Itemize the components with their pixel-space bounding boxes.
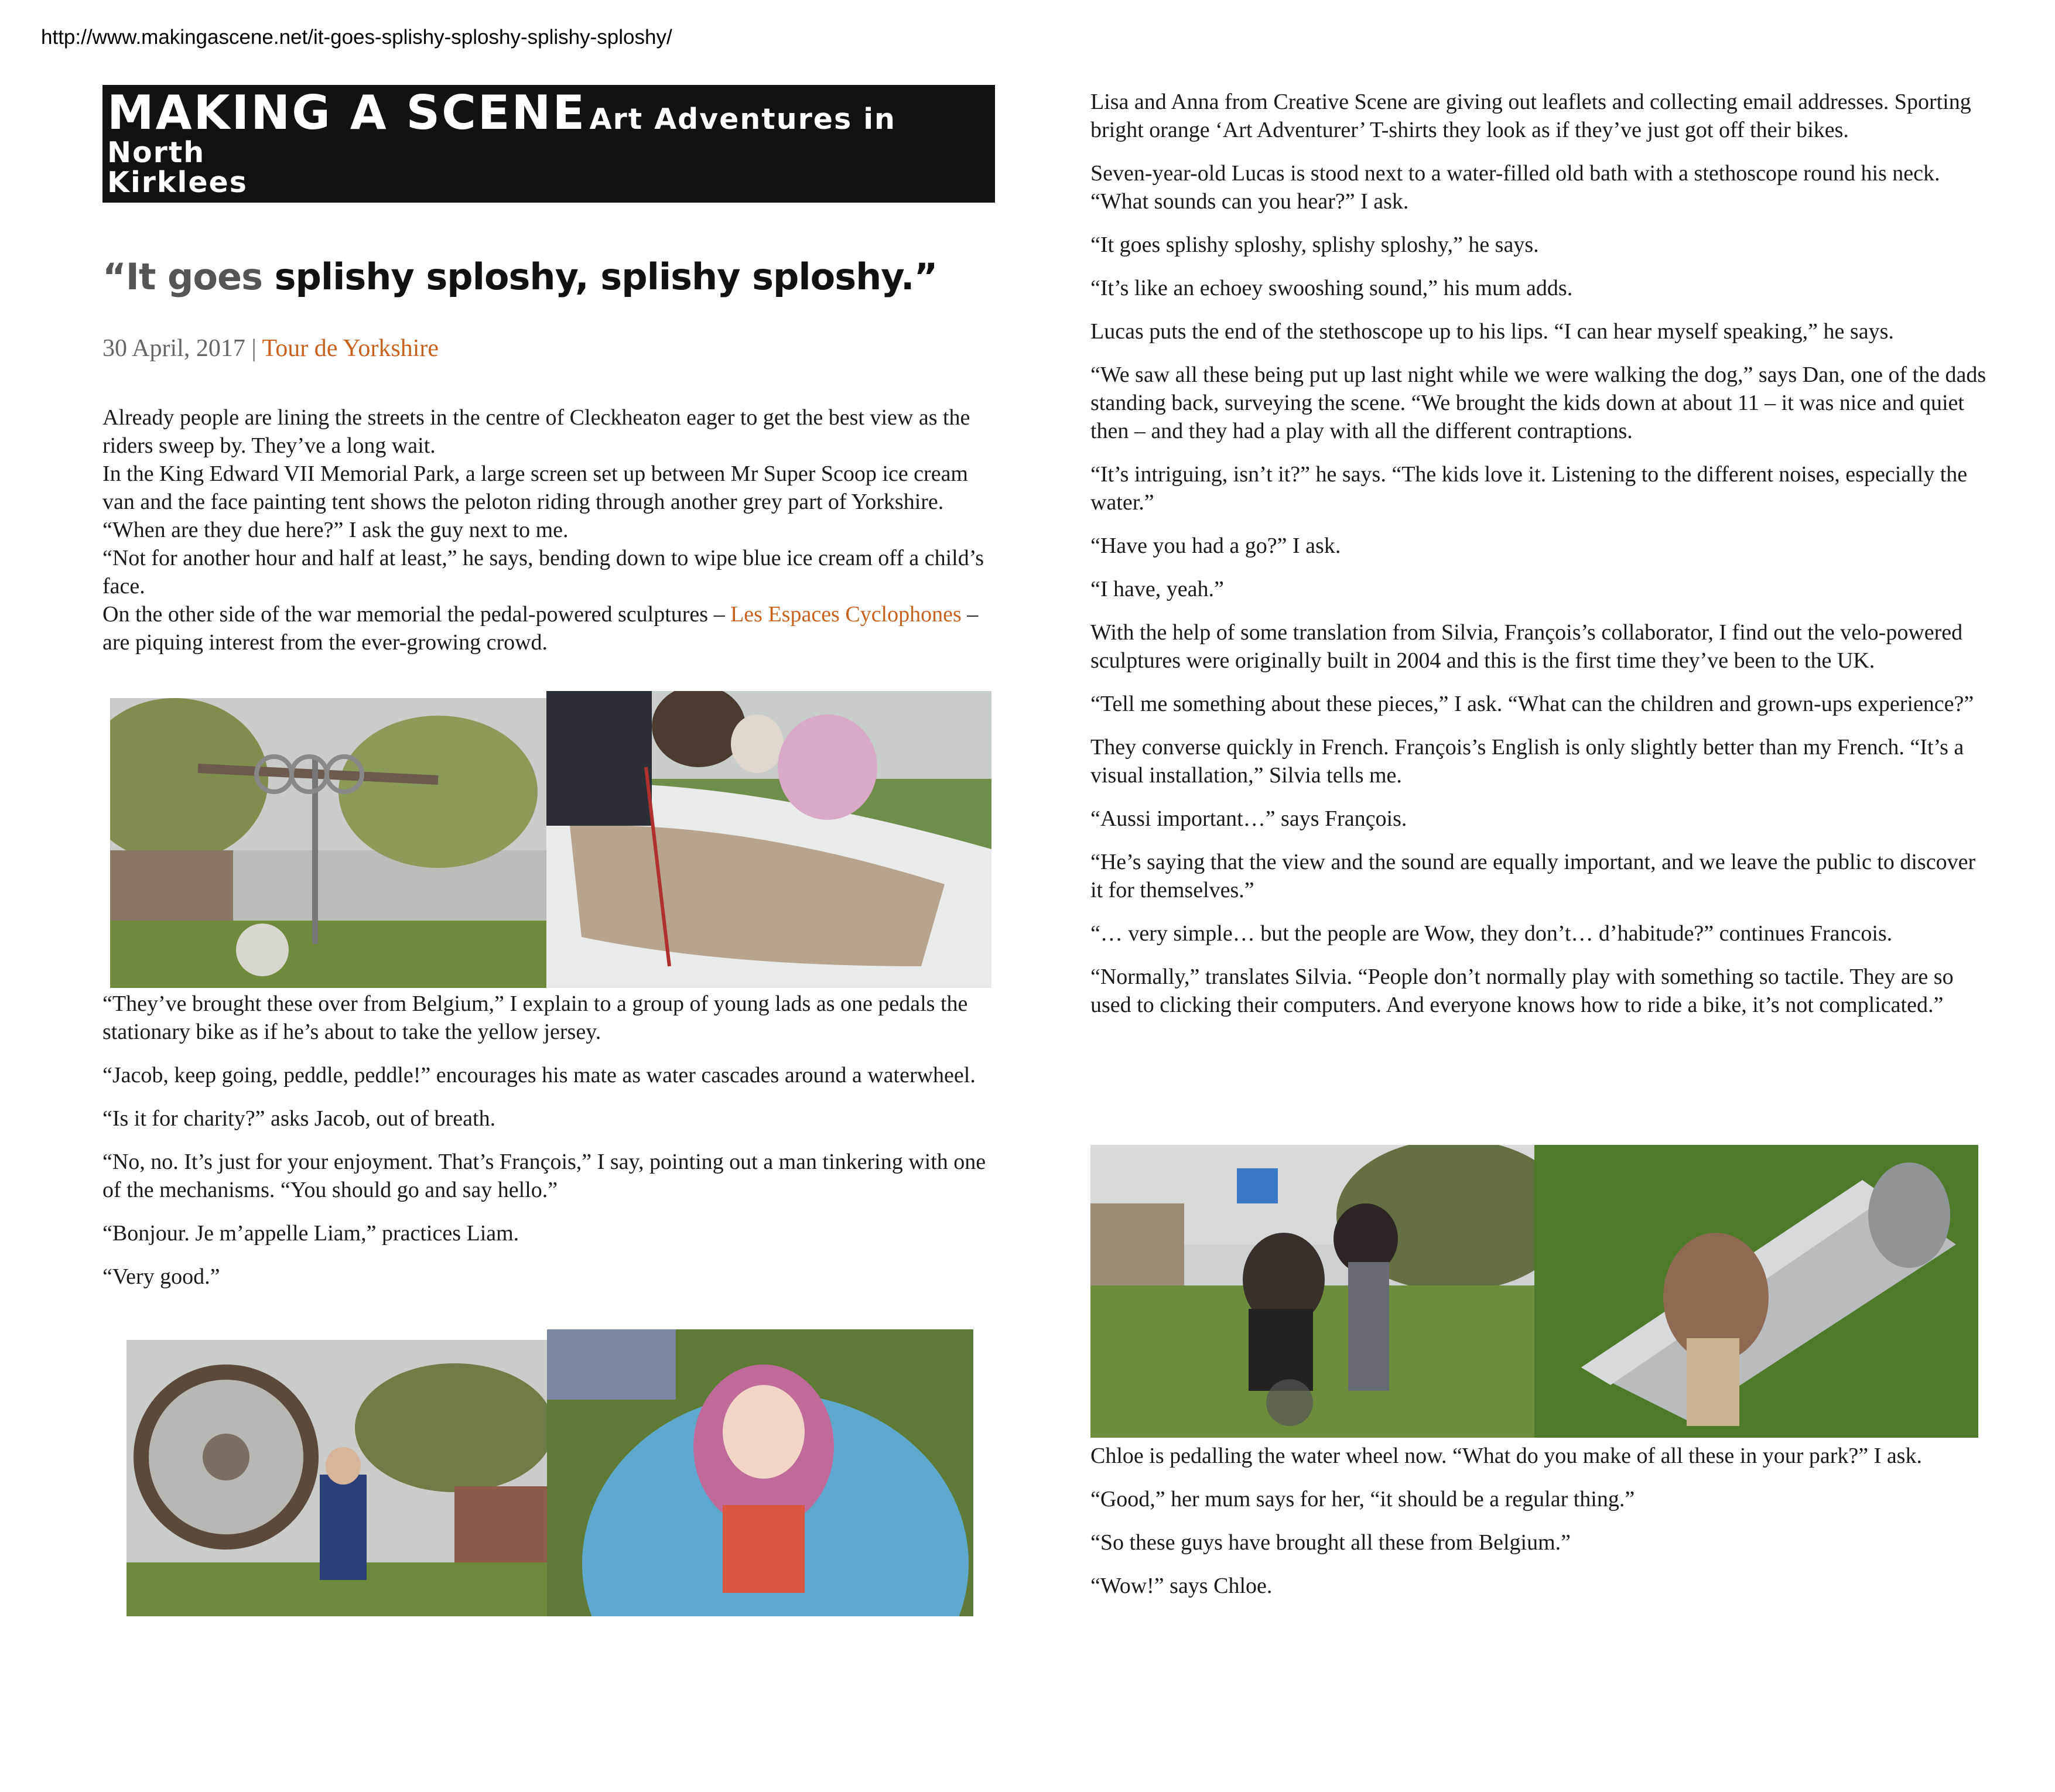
paragraph: “It goes splishy sploshy, splishy sploshy,” he says. [1090,232,1539,257]
paragraph: Chloe is pedalling the water wheel now. “What do you make of all these in your park?” I ask. [1090,1444,1922,1468]
right-column [1090,88,1992,1034]
photo-girls-bike [1090,1145,1534,1438]
paragraph: Lucas puts the end of the stethoscope up to his lips. “I can hear myself speaking,” he says. [1090,319,1894,344]
paragraph: “Have you had a go?” I ask. [1090,534,1341,558]
right-article-continued [1090,1442,1992,1615]
paragraph: “Good,” her mum says for her, “it should be a regular thing.” [1090,1487,1635,1511]
photo-boy-wheel [126,1340,547,1616]
paragraph: “Normally,” translates Silvia. “People don’t normally play with something so tactile. They are so used to clicking their computers. And everyone knows how to ride a bike, it’s not complicated.” [1090,965,1954,1017]
paragraph: “We saw all these being put up last night while we were walking the dog,” says Dan, one of the dads standing back, surveying the scene. “We brought the kids down at about 11 – it was nice and quiet then – and they had a play with all the different contraptions. [1090,362,1986,443]
photo-bath-stethoscope [546,691,991,988]
paragraph: On the other side of the war memorial the pedal-powered sculptures – Les Espaces Cyclophones – are piquing interest from the ever-growing crowd. [102,601,979,655]
site-subtitle: Art Adventures in North [107,102,896,169]
left-article-continued [102,990,1004,1306]
page-url: http://www.makingascene.net/it-goes-splishy-sploshy-splishy-sploshy/ [41,26,672,49]
paragraph: Seven-year-old Lucas is stood next to a water-filled old bath with a stethoscope round his neck. “What sounds can you hear?” I ask. [1090,161,1940,214]
paragraph: “Jacob, keep going, peddle, peddle!” encourages his mate as water cascades around a waterwheel. [102,1063,976,1087]
paragraph: “Bonjour. Je m’appelle Liam,” practices Liam. [102,1221,519,1246]
paragraph: “Aussi important…” says François. [1090,806,1407,831]
paragraph: “… very simple… but the people are Wow, they don’t… d’habitude?” continues Francois. [1090,921,1893,946]
paragraph: “They’ve brought these over from Belgium,” I explain to a group of young lads as one pedals the stationary bike as if he’s about to take the yellow jersey. [102,991,968,1044]
site-title: MAKING A SCENE [107,86,587,140]
photo-toddler-blue [547,1329,973,1616]
paragraph: They converse quickly in French. François’s English is only slightly better than my French. “It’s a visual installation,” Silvia tells me. [1090,735,1964,788]
paragraph: “No, no. It’s just for your enjoyment. That’s François,” I say, pointing out a man tinkering with one of the mechanisms. “You should go and say hello.” [102,1150,986,1202]
paragraph: “Is it for charity?” asks Jacob, out of breath. [102,1106,496,1131]
article-byline [102,334,1004,362]
photo-waterwheel-park [110,698,546,988]
photo-boy-tube [1534,1145,1978,1438]
paragraph: “Very good.” [102,1264,220,1289]
intro-paragraphs [102,403,1004,656]
article-date: 30 April, 2017 | [102,334,262,362]
left-column [102,85,1004,656]
paragraph: “So these guys have brought all these from Belgium.” [1090,1530,1571,1555]
paragraph: Already people are lining the streets in the centre of Cleckheaton eager to get the best view as the riders sweep by. They’ve a long wait. [102,405,970,458]
paragraph: “When are they due here?” I ask the guy next to me. [102,517,569,542]
paragraph: “Not for another hour and half at least,” he says, bending down to wipe blue ice cream off a child’s face. [102,545,984,599]
paragraph: With the help of some translation from Silvia, François’s collaborator, I find out the velo-powered sculptures were originally built in 2004 and this is the first time they’ve been to the UK. [1090,620,1963,673]
paragraph: “Wow!” says Chloe. [1090,1574,1273,1598]
paragraph: “Tell me something about these pieces,” I ask. “What can the children and grown-ups experience?” [1090,692,1974,716]
paragraph: “He’s saying that the view and the sound are equally important, and we leave the public to discover it for themselves.” [1090,850,1976,902]
article-headline: “It goes splishy sploshy, splishy sploshy.” [102,255,938,298]
paragraph: “It’s intriguing, isn’t it?” he says. “The kids love it. Listening to the different noises, especially the water.” [1090,462,1968,515]
paragraph: “I have, yeah.” [1090,577,1224,601]
paragraph: “It’s like an echoey swooshing sound,” his mum adds. [1090,276,1573,300]
paragraph: Lisa and Anna from Creative Scene are giving out leaflets and collecting email addresses. Sporting bright orange ‘Art Adventurer’ T-shirts they look as if they’ve just got off their bikes. [1090,90,1971,142]
cyclophones-link[interactable]: Les Espaces Cyclophones [730,601,962,627]
category-link[interactable]: Tour de Yorkshire [262,334,439,362]
masthead[interactable] [102,85,995,203]
site-subtitle-2: Kirklees [107,166,248,200]
paragraph: In the King Edward VII Memorial Park, a large screen set up between Mr Super Scoop ice cream van and the face painting tent shows the peloton riding through another grey part of Yorkshire. [102,461,968,514]
